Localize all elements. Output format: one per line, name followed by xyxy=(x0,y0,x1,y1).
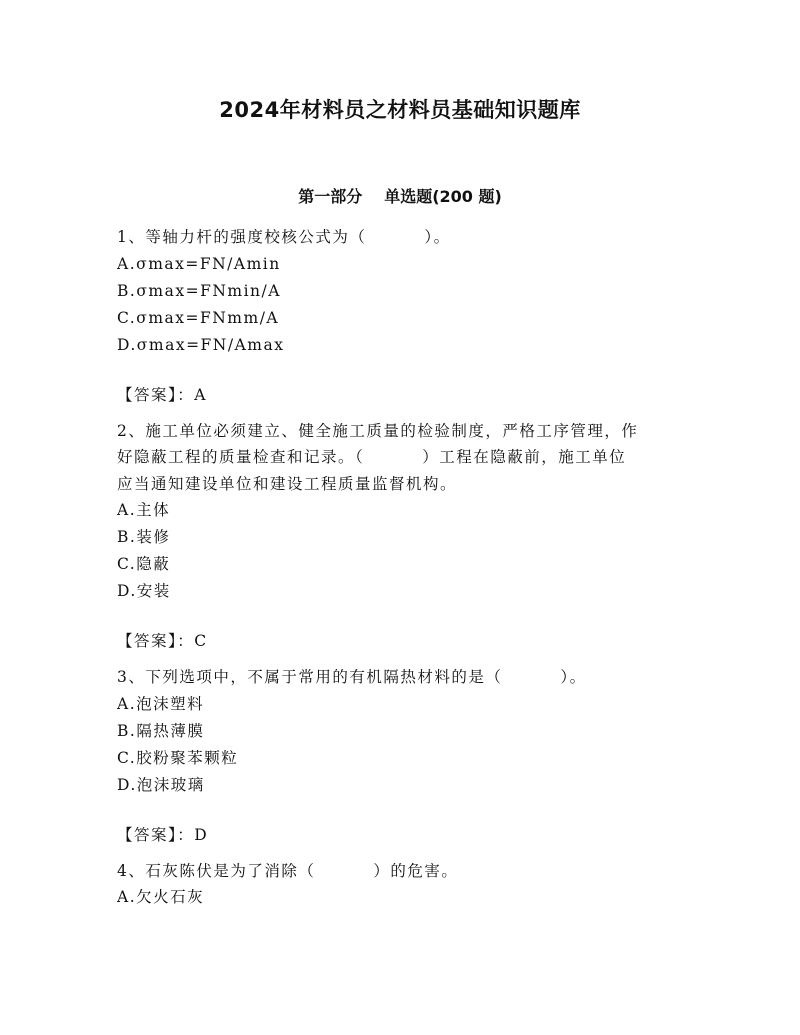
option-c: C.胶粉聚苯颗粒 xyxy=(117,748,239,767)
option-a: A.主体 xyxy=(117,501,171,519)
option-b: B.装修 xyxy=(117,528,171,546)
stem-text: ）的危害。 xyxy=(373,861,459,880)
question-3 xyxy=(117,664,687,849)
question-2 xyxy=(117,418,687,656)
option-b: B.σmax=FNmin/A xyxy=(117,281,281,300)
option-d: D.泡沫玻璃 xyxy=(117,775,205,794)
document-title: 2024年材料员之材料员基础知识题库 xyxy=(219,98,581,122)
option-c: C.σmax=FNmm/A xyxy=(117,308,280,327)
option-d: D.σmax=FN/Amax xyxy=(117,335,285,354)
stem-text: 好隐蔽工程的质量检查和记录。（ xyxy=(117,448,365,466)
answer-key: 【答案】：C xyxy=(117,632,208,650)
question-4 xyxy=(117,858,687,912)
question-stem: 应当通知建设单位和建设工程质量监督机构。 xyxy=(117,474,458,493)
stem-text: 3、下列选项中，不属于常用的有机隔热材料的是（ xyxy=(117,668,503,686)
stem-text: 1、等轴力杆的强度校核公式为（ xyxy=(117,228,367,246)
question-1 xyxy=(117,224,687,409)
question-stem xyxy=(117,224,687,251)
question-stem: 2、施工单位必须建立、健全施工质量的检验制度，严格工序管理，作 xyxy=(117,421,639,440)
question-stem xyxy=(117,858,687,885)
section-name: 单选题(200 题) xyxy=(384,187,502,206)
answer-key: 【答案】：D xyxy=(117,825,209,844)
section-part: 第一部分 xyxy=(298,187,363,206)
answer-key: 【答案】：A xyxy=(117,385,207,404)
option-b: B.隔热薄膜 xyxy=(117,721,205,740)
question-stem xyxy=(117,664,687,691)
question-stem xyxy=(117,444,687,471)
question-list xyxy=(117,224,687,911)
stem-text: 4、石灰陈伏是为了消除（ xyxy=(117,861,316,880)
stem-text: ）。 xyxy=(560,668,587,686)
option-a: A.泡沫塑料 xyxy=(117,694,205,713)
section-title xyxy=(0,184,800,207)
option-a: A.欠火石灰 xyxy=(117,888,205,906)
stem-text: ）。 xyxy=(424,228,451,246)
option-d: D.安装 xyxy=(117,582,171,600)
option-c: C.隐蔽 xyxy=(117,555,171,573)
option-a: A.σmax=FN/Amin xyxy=(117,254,281,273)
stem-text: ）工程在隐蔽前，施工单位 xyxy=(422,448,627,466)
